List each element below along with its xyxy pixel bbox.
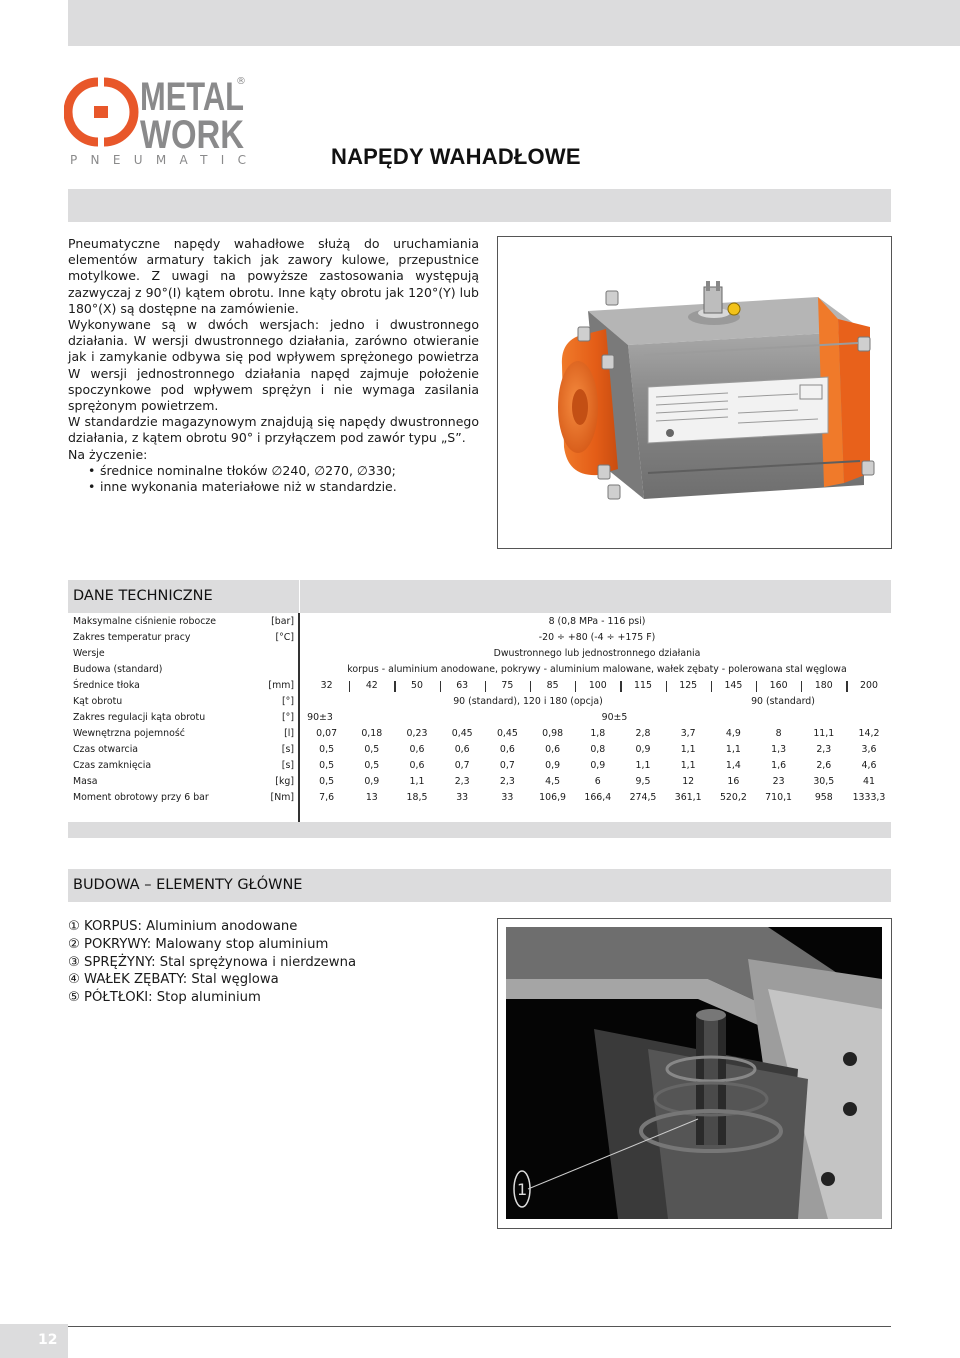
- table-row: [68, 630, 891, 646]
- table-row: [68, 614, 891, 630]
- table-cell: 1,8: [590, 728, 606, 739]
- construction-title: BUDOWA – ELEMENTY GŁÓWNE: [73, 877, 303, 893]
- table-cell: 166,4: [584, 792, 612, 803]
- row-label: Moment obrotowy przy 6 bar: [73, 792, 209, 803]
- intro-bullet: • średnice nominalne tłoków ∅240, ∅270, ∅330;: [68, 463, 479, 479]
- intro-paragraph-1: Pneumatyczne napędy wahadłowe służą do uruchamiania elementów armatury takich jak zawory kulowe, przepustnice motylkowe. Z uwagi na powyższe zastosowania występują zazwyczaj z 90°(I) kątem obrotu. Inne kąty obrotu jak 120°(Y) lub 180°(X) są dostępne na zamówienie.: [68, 236, 479, 316]
- part-number: ④: [68, 972, 80, 988]
- part-text: KORPUS: Aluminium anodowane: [84, 919, 298, 934]
- table-cell: 0,6: [454, 744, 470, 755]
- table-cell: 0,23: [406, 728, 428, 739]
- row-label: Budowa (standard): [73, 664, 163, 675]
- row-unit: [bar]: [271, 616, 294, 627]
- table-cell: 0,5: [364, 744, 380, 755]
- table-cell: 274,5: [629, 792, 657, 803]
- part-number: ①: [68, 919, 80, 934]
- metal-work-logo: [64, 72, 254, 170]
- construction-header: [68, 869, 891, 902]
- part-item: [68, 936, 356, 954]
- table-cell: 958: [814, 792, 833, 803]
- table-cell: 14,2: [858, 728, 880, 739]
- table-cell: 1,1: [635, 760, 651, 771]
- part-text: SPRĘŻYNY: Stal sprężynowa i nierdzewna: [84, 954, 357, 970]
- tech-data-table: [68, 613, 891, 822]
- table-cell: 0,9: [635, 744, 651, 755]
- table-cell: 50: [411, 680, 423, 691]
- table-cell: 106,9: [539, 792, 567, 803]
- row-label: Masa: [73, 776, 98, 787]
- row-label: Czas otwarcia: [73, 744, 139, 755]
- table-row: [68, 694, 891, 710]
- table-row: [68, 790, 891, 806]
- footer-line: [68, 1326, 891, 1327]
- table-cell: 1,1: [725, 744, 741, 755]
- table-cell: 1,3: [771, 744, 787, 755]
- parts-list: [68, 918, 356, 1007]
- table-cell: 16: [727, 776, 740, 787]
- table-cell: 0,6: [409, 744, 425, 755]
- table-cell: 9,5: [635, 776, 651, 787]
- table-cell: 0,6: [545, 744, 561, 755]
- logo-sub: PNEUMATIC: [70, 153, 246, 167]
- row-label: Zakres temperatur pracy: [73, 632, 191, 643]
- table-cell: 200: [860, 680, 878, 691]
- page-title: NAPĘDY WAHADŁOWE: [331, 144, 581, 169]
- row-unit: [°C]: [275, 632, 294, 643]
- table-cell: 13: [365, 792, 378, 803]
- table-cell: 33: [501, 792, 514, 803]
- tech-data-title: DANE TECHNICZNE: [73, 588, 213, 604]
- table-cell: 0,07: [316, 728, 338, 739]
- part-item: [68, 918, 356, 936]
- table-cell: 1,4: [725, 760, 741, 771]
- table-cell: 1,1: [680, 760, 696, 771]
- table-cell: 0,9: [590, 760, 606, 771]
- row-label: Zakres regulacji kąta obrotu: [73, 712, 206, 723]
- table-cell: 41: [863, 776, 875, 787]
- page-number: 12: [38, 1332, 58, 1348]
- tech-data-header: [68, 580, 891, 613]
- table-row: [68, 742, 891, 758]
- drawing-callout: 1: [517, 1180, 528, 1199]
- header-divider: [299, 580, 300, 613]
- row-value: -20 ÷ +80 (-4 ÷ +175 F): [538, 632, 656, 643]
- table-cell: 30,5: [813, 776, 835, 787]
- table-cell: 4,9: [725, 728, 741, 739]
- table-footer-band: [68, 822, 891, 838]
- row-value: 90 (standard): [751, 696, 815, 707]
- table-cell: 1,6: [771, 760, 787, 771]
- table-cell: 0,5: [319, 776, 335, 787]
- part-text: POKRYWY: Malowany stop aluminium: [84, 936, 329, 952]
- table-cell: 63: [456, 680, 469, 691]
- part-item: [68, 971, 356, 989]
- table-cell: 180: [814, 680, 833, 691]
- row-label: Wewnętrzna pojemność: [73, 728, 185, 739]
- part-item: [68, 989, 356, 1007]
- table-cell: 2,6: [816, 760, 832, 771]
- table-cell: 0,9: [545, 760, 561, 771]
- table-cell: 8: [775, 728, 782, 739]
- page-number-box: [0, 1324, 68, 1358]
- table-cell: 12: [682, 776, 695, 787]
- table-row: [68, 710, 891, 726]
- table-cell: 2,3: [454, 776, 470, 787]
- table-cell: 0,5: [319, 744, 335, 755]
- table-cell: 3,6: [861, 744, 877, 755]
- part-item: [68, 954, 356, 972]
- table-cell: 0,7: [454, 760, 470, 771]
- row-value: Dwustronnego lub jednostronnego działania: [493, 648, 701, 659]
- part-text: WAŁEK ZĘBATY: Stal węglowa: [84, 972, 279, 988]
- table-row: [68, 662, 891, 678]
- top-bar: [68, 0, 960, 46]
- table-cell: 0,9: [364, 776, 380, 787]
- table-cell: 7,6: [319, 792, 335, 803]
- row-unit: [l]: [284, 728, 294, 739]
- table-cell: 0,7: [499, 760, 515, 771]
- table-cell: 0,18: [361, 728, 383, 739]
- table-cell: 42: [365, 680, 378, 691]
- table-cell: 361,1: [674, 792, 702, 803]
- intro-bullet: • inne wykonania materiałowe niż w standardzie.: [68, 479, 479, 495]
- table-cell: 0,8: [590, 744, 606, 755]
- row-unit: [°]: [281, 712, 294, 723]
- table-cell: 0,6: [499, 744, 515, 755]
- intro-paragraph-2: Wykonywane są w dwóch wersjach: jedno i dwustronnego działania. W wersji dwustronnego działania, zarówno otwieranie jak i zamykanie odbywa się pod wpływem sprężonego powietrza W wersji jednostronnego działania napęd zajmuje położenie spoczynkowe pod wpływem sprężyn i nie wymaga zasilania sprężonym powietrzem.: [68, 317, 479, 414]
- table-cell: 4,5: [545, 776, 561, 787]
- table-cell: 85: [546, 680, 559, 691]
- table-cell: 1,1: [680, 744, 696, 755]
- table-cell: 100: [588, 680, 607, 691]
- table-cell: 33: [456, 792, 469, 803]
- row-unit: [mm]: [268, 680, 294, 691]
- row-unit: [°]: [281, 696, 294, 707]
- logo-line2: WORK: [140, 113, 245, 157]
- table-cell: 0,98: [542, 728, 564, 739]
- part-text: PÓŁTŁOKI: Stop aluminium: [84, 990, 261, 1006]
- logo-registered: ®: [236, 76, 246, 87]
- row-value: 90 (standard), 120 i 180 (opcja): [453, 696, 603, 707]
- table-cell: 6: [594, 776, 601, 787]
- table-row: [68, 758, 891, 774]
- table-cell: 0,45: [496, 728, 518, 739]
- table-cell: 115: [634, 680, 652, 691]
- table-cell: 11,1: [813, 728, 835, 739]
- table-cell: 145: [724, 680, 743, 691]
- table-row: [68, 646, 891, 662]
- table-cell: 23: [772, 776, 785, 787]
- table-row: [68, 678, 891, 694]
- intro-paragraph-3: W standardzie magazynowym znajdują się napędy dwustronnego działania, z kątem obrotu 90° i przyłączem pod zawór typu „S”.: [68, 414, 479, 446]
- table-cell: 2,3: [816, 744, 832, 755]
- table-cell: 0,6: [409, 760, 425, 771]
- row-label: Wersje: [73, 648, 105, 659]
- row-unit: [Nm]: [270, 792, 294, 803]
- row-label: Średnice tłoka: [73, 680, 140, 691]
- title-band: [68, 189, 891, 222]
- table-cell: 2,3: [499, 776, 515, 787]
- row-unit: [s]: [281, 760, 294, 771]
- table-cell: 32: [320, 680, 333, 691]
- row-value: 90±3: [307, 712, 333, 723]
- part-number: ②: [68, 936, 80, 952]
- intro-text: [68, 236, 479, 495]
- row-label: Maksymalne ciśnienie robocze: [73, 616, 217, 627]
- actuator-photo: [497, 236, 892, 549]
- table-cell: 1,1: [409, 776, 425, 787]
- table-row: [68, 774, 891, 790]
- row-unit: [s]: [281, 744, 294, 755]
- table-cell: 520,2: [719, 792, 747, 803]
- table-cell: 2,8: [635, 728, 651, 739]
- table-cell: 0,5: [319, 760, 335, 771]
- table-cell: 125: [679, 680, 698, 691]
- row-value: 90±5: [601, 712, 628, 723]
- table-cell: 160: [769, 680, 788, 691]
- row-value: korpus - aluminium anodowane, pokrywy - aluminium malowane, wałek zębaty - polerowana stal węglowa: [347, 664, 847, 675]
- table-cell: 3,7: [680, 728, 696, 739]
- part-number: ⑤: [68, 990, 80, 1006]
- table-row: [68, 726, 891, 742]
- table-cell: 4,6: [861, 760, 877, 771]
- table-cell: 0,5: [364, 760, 380, 771]
- logo-line1: METAL: [140, 75, 244, 119]
- table-cell: 75: [501, 680, 514, 691]
- part-number: ③: [68, 954, 80, 970]
- row-value: 8 (0,8 MPa - 116 psi): [548, 616, 646, 627]
- table-cell: 1333,3: [852, 792, 886, 803]
- intro-bullets: [68, 463, 479, 495]
- row-label: Czas zamknięcia: [73, 760, 152, 771]
- table-cell: 710,1: [765, 792, 793, 803]
- intro-paragraph-4: Na życzenie:: [68, 446, 148, 462]
- row-label: Kąt obrotu: [73, 696, 123, 707]
- exploded-view-drawing: [497, 918, 892, 1229]
- table-cell: 0,45: [451, 728, 473, 739]
- table-cell: 18,5: [406, 792, 428, 803]
- row-unit: [kg]: [275, 776, 294, 787]
